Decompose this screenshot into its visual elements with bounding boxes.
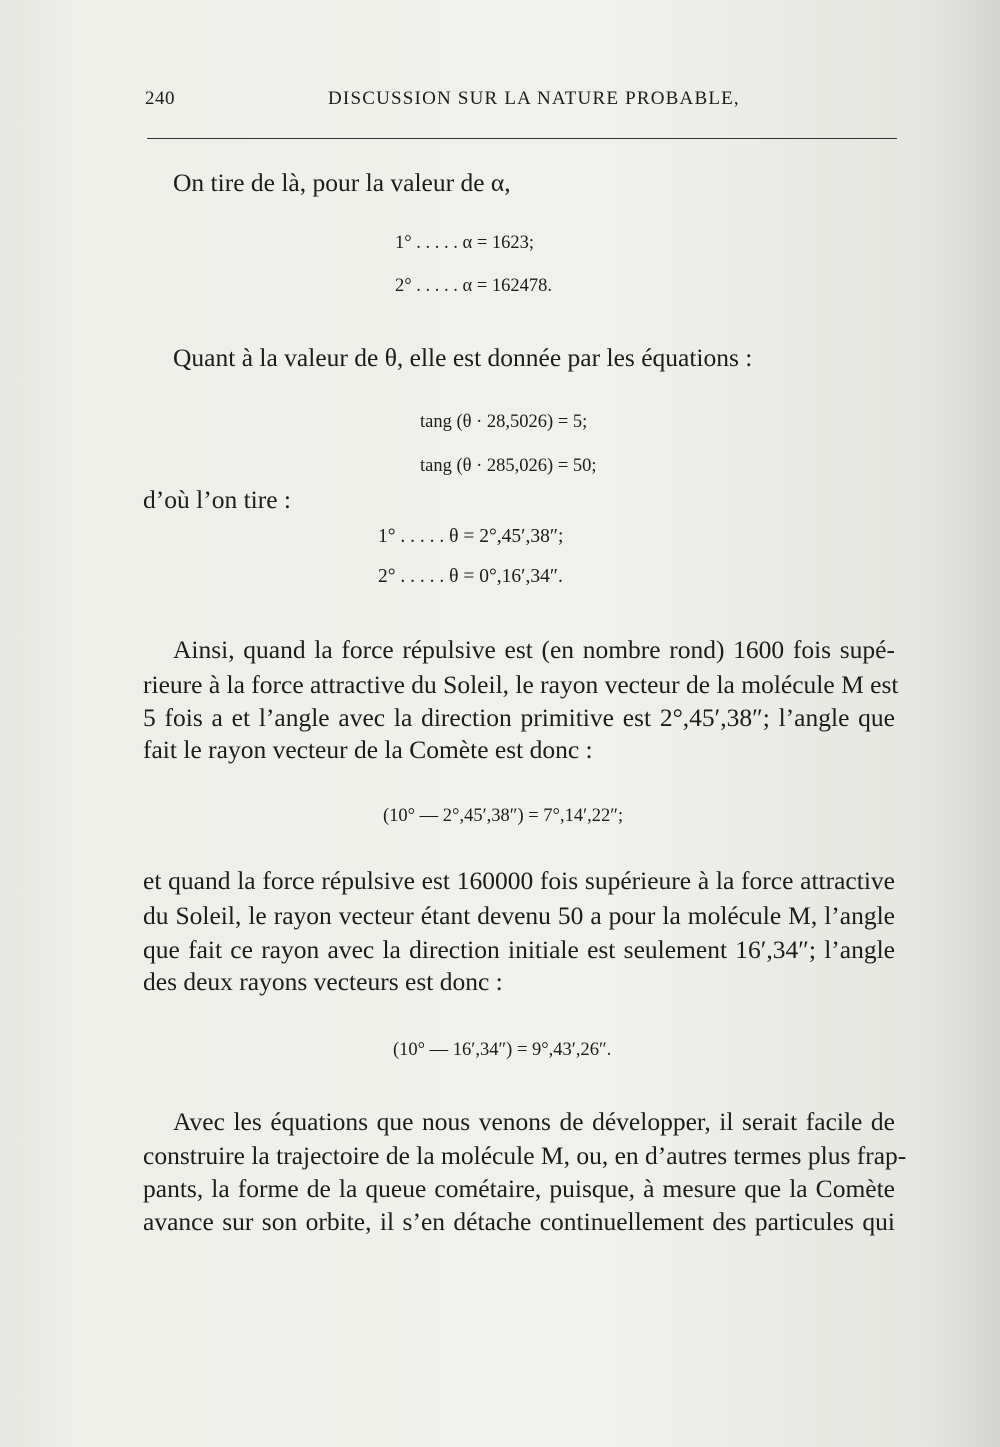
- equation-theta-1: 1° . . . . . θ = 2°,45′,38″;: [378, 526, 564, 547]
- equation-angle-2: (10° — 16′,34″) = 9°,43′,26″.: [393, 1040, 612, 1060]
- paragraph-ainsi-line-4: fait le rayon vecteur de la Comète est donc :: [143, 735, 593, 764]
- paragraph-theta-intro: Quant à la valeur de θ, elle est donnée par les équations :: [173, 343, 753, 372]
- paragraph-avec-line-4: avance sur son orbite, il s’en détache continuellement des particules qui: [143, 1207, 895, 1236]
- paragraph-ainsi-line-2: rieure à la force attractive du Soleil, le rayon vecteur de la molécule M est: [143, 670, 899, 699]
- equation-angle-1: (10° — 2°,45′,38″) = 7°,14′,22″;: [383, 806, 624, 826]
- header-rule: [147, 138, 897, 139]
- paragraph-et-quand-line-2: du Soleil, le rayon vecteur étant devenu 50 a pour la molécule M, l’angle: [143, 901, 895, 930]
- paragraph-avec-line-1: Avec les équations que nous venons de développer, il serait facile de: [173, 1107, 895, 1136]
- equation-alpha-1: 1° . . . . . α = 1623;: [395, 233, 535, 253]
- paragraph-alpha-intro: On tire de là, pour la valeur de α,: [173, 168, 511, 197]
- paragraph-et-quand-line-1: et quand la force répulsive est 160000 fois supérieure à la force attractive: [143, 866, 895, 895]
- page-header: [145, 88, 895, 118]
- equation-alpha-2: 2° . . . . . α = 162478.: [395, 276, 553, 296]
- paragraph-avec-line-3: pants, la forme de la queue cométaire, puisque, à mesure que la Comète: [143, 1174, 895, 1203]
- equation-theta-2: 2° . . . . . θ = 0°,16′,34″.: [378, 566, 563, 587]
- page-number: 240: [145, 88, 175, 109]
- paragraph-dou-lon-tire: d’où l’on tire :: [143, 485, 292, 514]
- paragraph-ainsi-line-1: Ainsi, quand la force répulsive est (en nombre rond) 1600 fois supé-: [173, 635, 895, 664]
- paragraph-et-quand-line-3: que fait ce rayon avec la direction initiale est seulement 16′,34″; l’angle: [143, 935, 895, 964]
- paragraph-ainsi-line-3: 5 fois a et l’angle avec la direction primitive est 2°,45′,38″; l’angle que: [143, 703, 895, 732]
- paragraph-et-quand-line-4: des deux rayons vecteurs est donc :: [143, 967, 503, 996]
- equation-tang-1: tang (θ · 28,5026) = 5;: [420, 412, 588, 432]
- equation-tang-2: tang (θ · 285,026) = 50;: [420, 456, 597, 476]
- paragraph-avec-line-2: construire la trajectoire de la molécule M, ou, en d’autres termes plus frap-: [143, 1141, 907, 1170]
- running-title: DISCUSSION SUR LA NATURE PROBABLE,: [328, 88, 740, 109]
